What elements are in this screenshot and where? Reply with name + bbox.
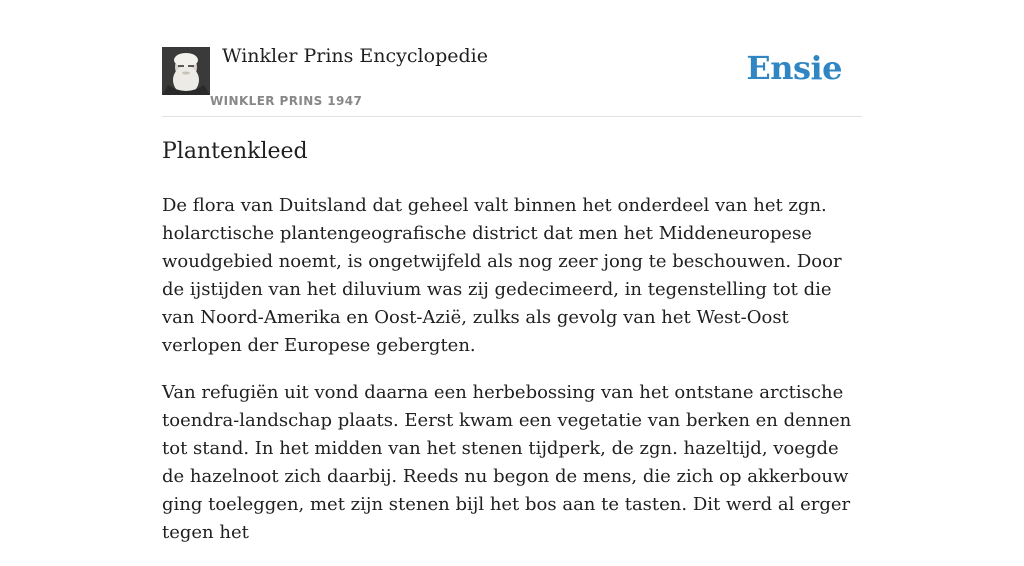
article-paragraph: De flora van Duitsland dat geheel valt binnen het onderdeel van het zgn. holarctische plantengeografische district dat men het Middeneuropese woudgebied noemt, is ongetwijfeld als nog zeer jong te beschouwen. Door de ijstijden van het diluvium was zij gedecimeerd, in tegenstelling tot die van Noord-Amerika en Oost-Azië, zulks als gevolg van het West-Oost verlopen der Europese gebergten. <box>162 195 842 356</box>
source-subtitle: WINKLER PRINS 1947 <box>210 94 363 108</box>
ensie-logo[interactable]: Ensie <box>746 49 842 87</box>
source-avatar[interactable] <box>162 47 210 95</box>
bearded-man-portrait-icon <box>162 47 210 95</box>
source-name[interactable]: Winkler Prins Encyclopedie <box>222 45 488 67</box>
article-title: Plantenkleed <box>162 139 308 164</box>
source-header <box>162 0 862 117</box>
article-body <box>162 192 862 566</box>
article-paragraph: Van refugiën uit vond daarna een herbebossing van het ontstane arctische toendra-landschap plaats. Eerst kwam een vegetatie van berken en dennen tot stand. In het midden van het stenen tijdperk, de zgn. hazeltijd, voegde de hazelnoot zich daarbij. Reeds nu begon de mens, die zich op akkerbouw ging toeleggen, met zijn stenen bijl het bos aan te tasten. Dit werd al erger tegen het <box>162 382 852 543</box>
